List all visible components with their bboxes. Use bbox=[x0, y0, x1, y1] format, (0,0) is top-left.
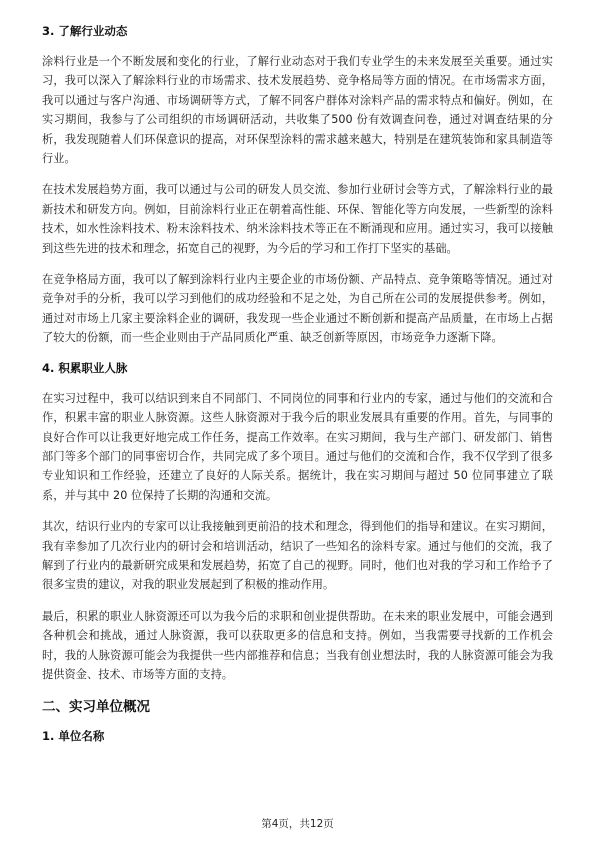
section-heading-professional-network: 4. 积累职业人脉 bbox=[42, 360, 128, 375]
section-heading-industry-trends: 3. 了解行业动态 bbox=[42, 24, 128, 38]
page-number-footer: 第4页，共12页 bbox=[261, 818, 334, 830]
paragraph: 最后，积累的职业人脉资源还可以为我今后的求职和创业提供帮助。在未来的职业发展中，可能会遇到各种机会和挑战，通过人脉资源，我可以获取更多的信息和支持。例如，当我需要寻找新的工作机会时，我的人脉资源可能会为我提供一些内部推荐和信息；当我有创业想法时，我的人脉资源可能会为我提供资金、技术、市场等方面的支持。 bbox=[42, 609, 553, 681]
paragraph: 在技术发展趋势方面，我可以通过与公司的研发人员交流、参加行业研讨会等方式，了解涂料行业的最新技术和研发方向。例如，目前涂料行业正在朝着高性能、环保、智能化等方向发展，一些新型的涂料技术，如水性涂料技术、粉末涂料技术、纳米涂料技术等正在不断涌现和应用。通过实习，我可以接触到这些先进的技术和理念，拓宽自己的视野，为今后的学习和工作打下坚实的基础。 bbox=[42, 183, 553, 255]
document-body bbox=[42, 23, 553, 744]
paragraph: 在实习过程中，我可以结识到来自不同部门、不同岗位的同事和行业内的专家，通过与他们的交流和合作，积累丰富的职业人脉资源。这些人脉资源对于我今后的职业发展具有重要的作用。首先，与同事的良好合作可以让我更好地完成工作任务，提高工作效率。在实习期间，我与生产部门、研发部门、销售部门等多个部门的同事密切合作，共同完成了多个项目。通过与他们的交流和合作，我不仅学到了很多专业知识和工作经验，还建立了良好的人际关系。据统计，我在实习期间与超过 50 位同事建立了联系，并与其中 20 位保持了长期的沟通和交流。 bbox=[42, 391, 553, 502]
paragraph: 其次，结识行业内的专家可以让我接触到更前沿的技术和理念，得到他们的指导和建议。在实习期间，我有幸参加了几次行业内的研讨会和培训活动，结识了一些知名的涂料专家。通过与他们的交流，我了解到了行业内的最新研究成果和发展趋势，拓宽了自己的视野。同时，他们也对我的学习和工作给予了很多宝贵的建议，对我的职业发展起到了积极的推动作用。 bbox=[42, 520, 553, 592]
paragraph: 在竞争格局方面，我可以了解到涂料行业内主要企业的市场份额、产品特点、竞争策略等情况。通过对竞争对手的分析，我可以学习到他们的成功经验和不足之处，为自己所在公司的发展提供参考。例如，通过对市场上几家主要涂料企业的调研，我发现一些企业通过不断创新和提高产品质量，在市场上占据了较大的份额，而一些企业则由于产品同质化严重、缺乏创新等原因，市场竞争力逐渐下降。 bbox=[42, 273, 553, 345]
subsection-heading: 1. 单位名称 bbox=[42, 729, 105, 744]
paragraph: 涂料行业是一个不断发展和变化的行业，了解行业动态对于我们专业学生的未来发展至关重要。通过实习，我可以深入了解涂料行业的市场需求、技术发展趋势、竞争格局等方面的情况。在市场需求方面，我可以通过与客户沟通、市场调研等方式，了解不同客户群体对涂料产品的需求特点和偏好。例如，在实习期间，我参与了公司组织的市场调研活动，共收集了500 份有效调查问卷，通过对调查结果的分析，我发现随着人们环保意识的提高，对环保型涂料的需求越来越大，特别是在建筑装饰和家具制造等行业。 bbox=[42, 55, 553, 166]
chapter-heading: 二、实习单位概况 bbox=[42, 699, 150, 716]
